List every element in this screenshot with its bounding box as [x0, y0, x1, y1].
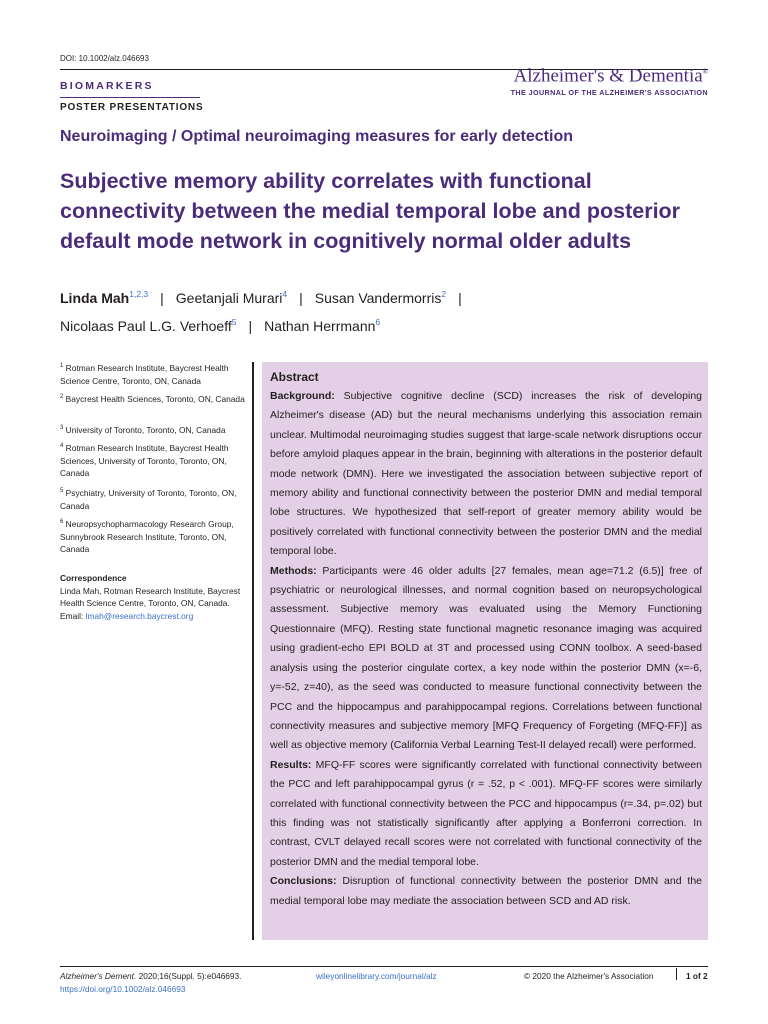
citation-doi-link[interactable]: https://doi.org/10.1002/alz.046693	[60, 984, 186, 994]
journal-site-link[interactable]: wileyonlinelibrary.com/journal/alz	[316, 971, 437, 981]
abstract-conclusions: Conclusions: Disruption of functional connectivity between the posterior DMN and the medial temporal lobe may mediate the association between SCD and AD risk.	[270, 875, 703, 907]
author: Linda Mah$^{1,2,3}$	[60, 289, 149, 306]
author-list: Linda Mah$^{1,2,3}$ | Geetanjali Murari$^4$ | Susan Vandermorris$^2$ | Nicolaas Paul L.G. Verhoeff$^5$ | Nathan Herrmann$^6$	[60, 289, 462, 334]
abstract-background: Background: Subjective cognitive decline (SCD) increases the risk of developing Alzheimer's disease (AD) but the neural mechanisms underlying this association remain unclear. Multimodal neuroimaging studies suggest that large-scale network disruptions occur before amyloid plaques appear in the brain, beginning with alterations in the posterior default mode network (DMN). Here we investigated the association between subjective report of memory ability and functional connectivity between the posterior DMN and medial temporal lobe structures. We hypothesized that self-report of greater memory ability would be positively correlated with functional connectivity between the posterior DMN and the medial temporal lobe.	[270, 390, 703, 558]
affiliation: $^5$ Psychiatry, University of Toronto, Toronto, ON, Canada	[60, 488, 237, 511]
correspondence-email: Email: lmah@research.baycrest.org	[60, 610, 194, 621]
abstract	[270, 368, 702, 911]
abstract-methods: Methods: Participants were 46 older adults [27 females, mean age=71.2 (6.5)] free of psychiatric or neurological illnesses, and normal cognition based on neuropsychological assessment. Subjective memory was evaluated using the Memory Functioning Questionnaire (MFQ). Resting state functional magnetic resonance imaging was acquired using gradient-echo EPI BOLD at 3T and processed using CONN toolbox. A seed-based analysis using the posterior cingulate cortex, a key node within the posterior DMN (x=-6, y=-52, z=40), as the seed was conducted to measure functional connectivity between the PCC and the hippocampus and parahippocampal regions. Correlations between functional connectivity measures and subjective memory [MFQ Frequency of Forgeting (MFQ-FF)] as well as objective memory (California Verbal Learning Test-II delayed recall) were performed.	[270, 564, 702, 752]
subsection-label: POSTER PRESENTATIONS	[60, 102, 204, 113]
author: Nathan Herrmann$^6$	[264, 317, 381, 334]
correspondence	[60, 572, 245, 622]
footer-citation: Alzheimer's Dement. 2020;16(Suppl. 5):e046693. https://doi.org/10.1002/alz.046693	[60, 971, 242, 994]
affiliation: $^6$ Neuropsychopharmacology Research Group, Sunnybrook Research Institute, Toronto, ON, Canada	[60, 519, 234, 555]
affiliation: $^3$ University of Toronto, Toronto, ON, Canada	[60, 425, 226, 435]
page-separator	[676, 968, 677, 980]
copyright: © 2020 the Alzheimer's Association	[524, 971, 654, 981]
footer-divider	[60, 966, 708, 967]
email-link[interactable]: lmah@research.baycrest.org	[85, 610, 194, 621]
abstract-results: Results: MFQ-FF scores were significantly correlated with functional connectivity between the PCC and left parahippocampal gyrus (r = .52, p < .001). MFQ-FF scores were similarly correlated with functional connectivity between the PCC and hippocampus (r=.34, p=.02) but this finding was not statistically significantly after applying a Bonferroni correction. In contrast, CVLT delayed recall scores were not correlated with functional connectivity of the posterior DMN and the medial temporal lobe.	[270, 758, 702, 868]
article-title: Subjective memory ability correlates with functional connectivity between the medial temporal lobe and posterior default mode network in cognitively normal older adults	[60, 169, 681, 253]
journal-name: Alzheimer's & Dementia®	[513, 65, 708, 87]
doi-text: DOI: 10.1002/alz.046693	[60, 54, 149, 63]
section-divider	[60, 97, 200, 98]
section-label: BIOMARKERS	[60, 80, 154, 92]
correspondence-text: Linda Mah, Rotman Research Institute, Baycrest Health Science Centre, Toronto, ON, Canada.	[60, 585, 241, 609]
author: Nicolaas Paul L.G. Verhoeff$^5$	[60, 317, 237, 334]
topic-heading: Neuroimaging / Optimal neuroimaging measures for early detection	[60, 128, 573, 145]
correspondence-heading: Correspondence	[60, 573, 127, 583]
affiliation: $^2$ Baycrest Health Sciences, Toronto, ON, Canada	[60, 394, 245, 404]
abstract-heading: Abstract	[270, 370, 319, 384]
journal-logo	[511, 62, 708, 97]
journal-subtitle: THE JOURNAL OF THE ALZHEIMER'S ASSOCIATION	[510, 88, 708, 98]
author: Geetanjali Murari$^4$	[175, 289, 288, 306]
page-number: 1 of 2	[686, 971, 708, 981]
affiliation: $^1$ Rotman Research Institute, Baycrest Health Science Centre, Toronto, ON, Canada	[60, 363, 229, 386]
author: Susan Vandermorris$^2$	[314, 289, 447, 306]
affiliation: $^4$ Rotman Research Institute, Baycrest Health Sciences, University of Toronto, Toronto, ON, Canada	[60, 443, 229, 479]
column-divider	[252, 362, 254, 940]
